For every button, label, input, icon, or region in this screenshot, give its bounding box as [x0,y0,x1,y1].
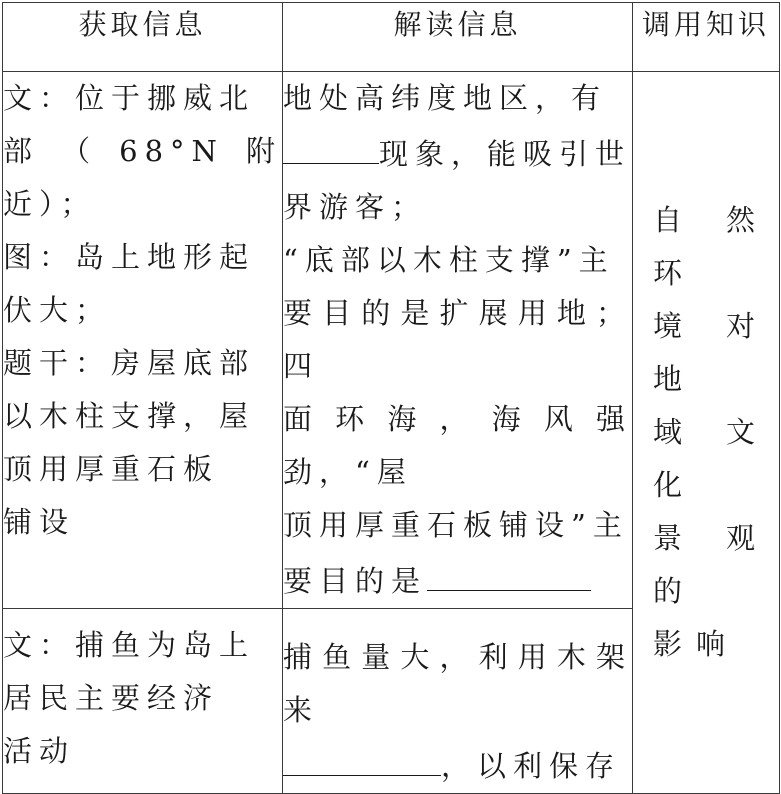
text-line: 景观的 [653,521,769,608]
text-line: 铺设 [3,505,76,539]
text-line: 以木柱支撑，屋 [3,399,256,433]
table-row [3,72,780,609]
interpret-info-cell-1 [283,72,633,609]
text-line: “底部以木柱支撑”主 [283,243,615,277]
info-table [2,2,780,794]
interpret-info-cell-2 [283,609,633,794]
text-line: 要目的是扩展用地；四 [283,296,632,383]
text-line: 顶用厚重石板铺设”主 [283,508,629,542]
header-row [3,3,780,72]
text-line: 影响 [653,627,740,661]
fill-in-blank[interactable] [283,125,379,164]
text-line: 活动 [3,734,76,768]
obtain-info-cell-2 [3,609,283,794]
text-fragment: 要目的是 [283,564,428,598]
text-line-with-blank [283,552,632,608]
text-line: 文：捕鱼为岛上 [3,628,256,662]
text-line: 面环海，海风强劲，“屋 [283,402,632,489]
obtain-info-cell-1 [3,72,283,609]
text-line: 境对地 [653,309,769,396]
apply-knowledge-cell [633,72,780,794]
header-apply-knowledge: 调用知识 [633,3,780,72]
text-fragment: ，以利保存 [441,749,622,783]
text-line: 捕鱼量大，利用木架来 [283,640,632,727]
text-fragment: 现象，能吸引世 [379,137,632,171]
text-line: 界游客； [283,190,428,224]
header-obtain-info: 获取信息 [3,3,283,72]
text-line-with-blank [283,737,632,793]
text-line: 域文化 [653,415,769,502]
fill-in-blank[interactable] [283,737,441,776]
text-line: 顶用厚重石板 [3,452,220,486]
fill-in-blank[interactable] [427,552,591,591]
header-interpret-info: 解读信息 [283,3,633,72]
text-line: 自然环 [653,203,769,290]
text-line: 地处高纬度地区，有 [283,81,608,115]
text-line: 题干：房屋底部 [3,346,256,380]
text-line: 居民主要经济 [3,681,220,715]
text-line: 图：岛上地形起 [3,240,256,274]
text-line-with-blank [283,125,632,181]
text-line: 伏大； [3,293,112,327]
text-line: 部（68°N附近）； [3,134,282,221]
text-line: 文：位于挪威北 [3,81,256,115]
